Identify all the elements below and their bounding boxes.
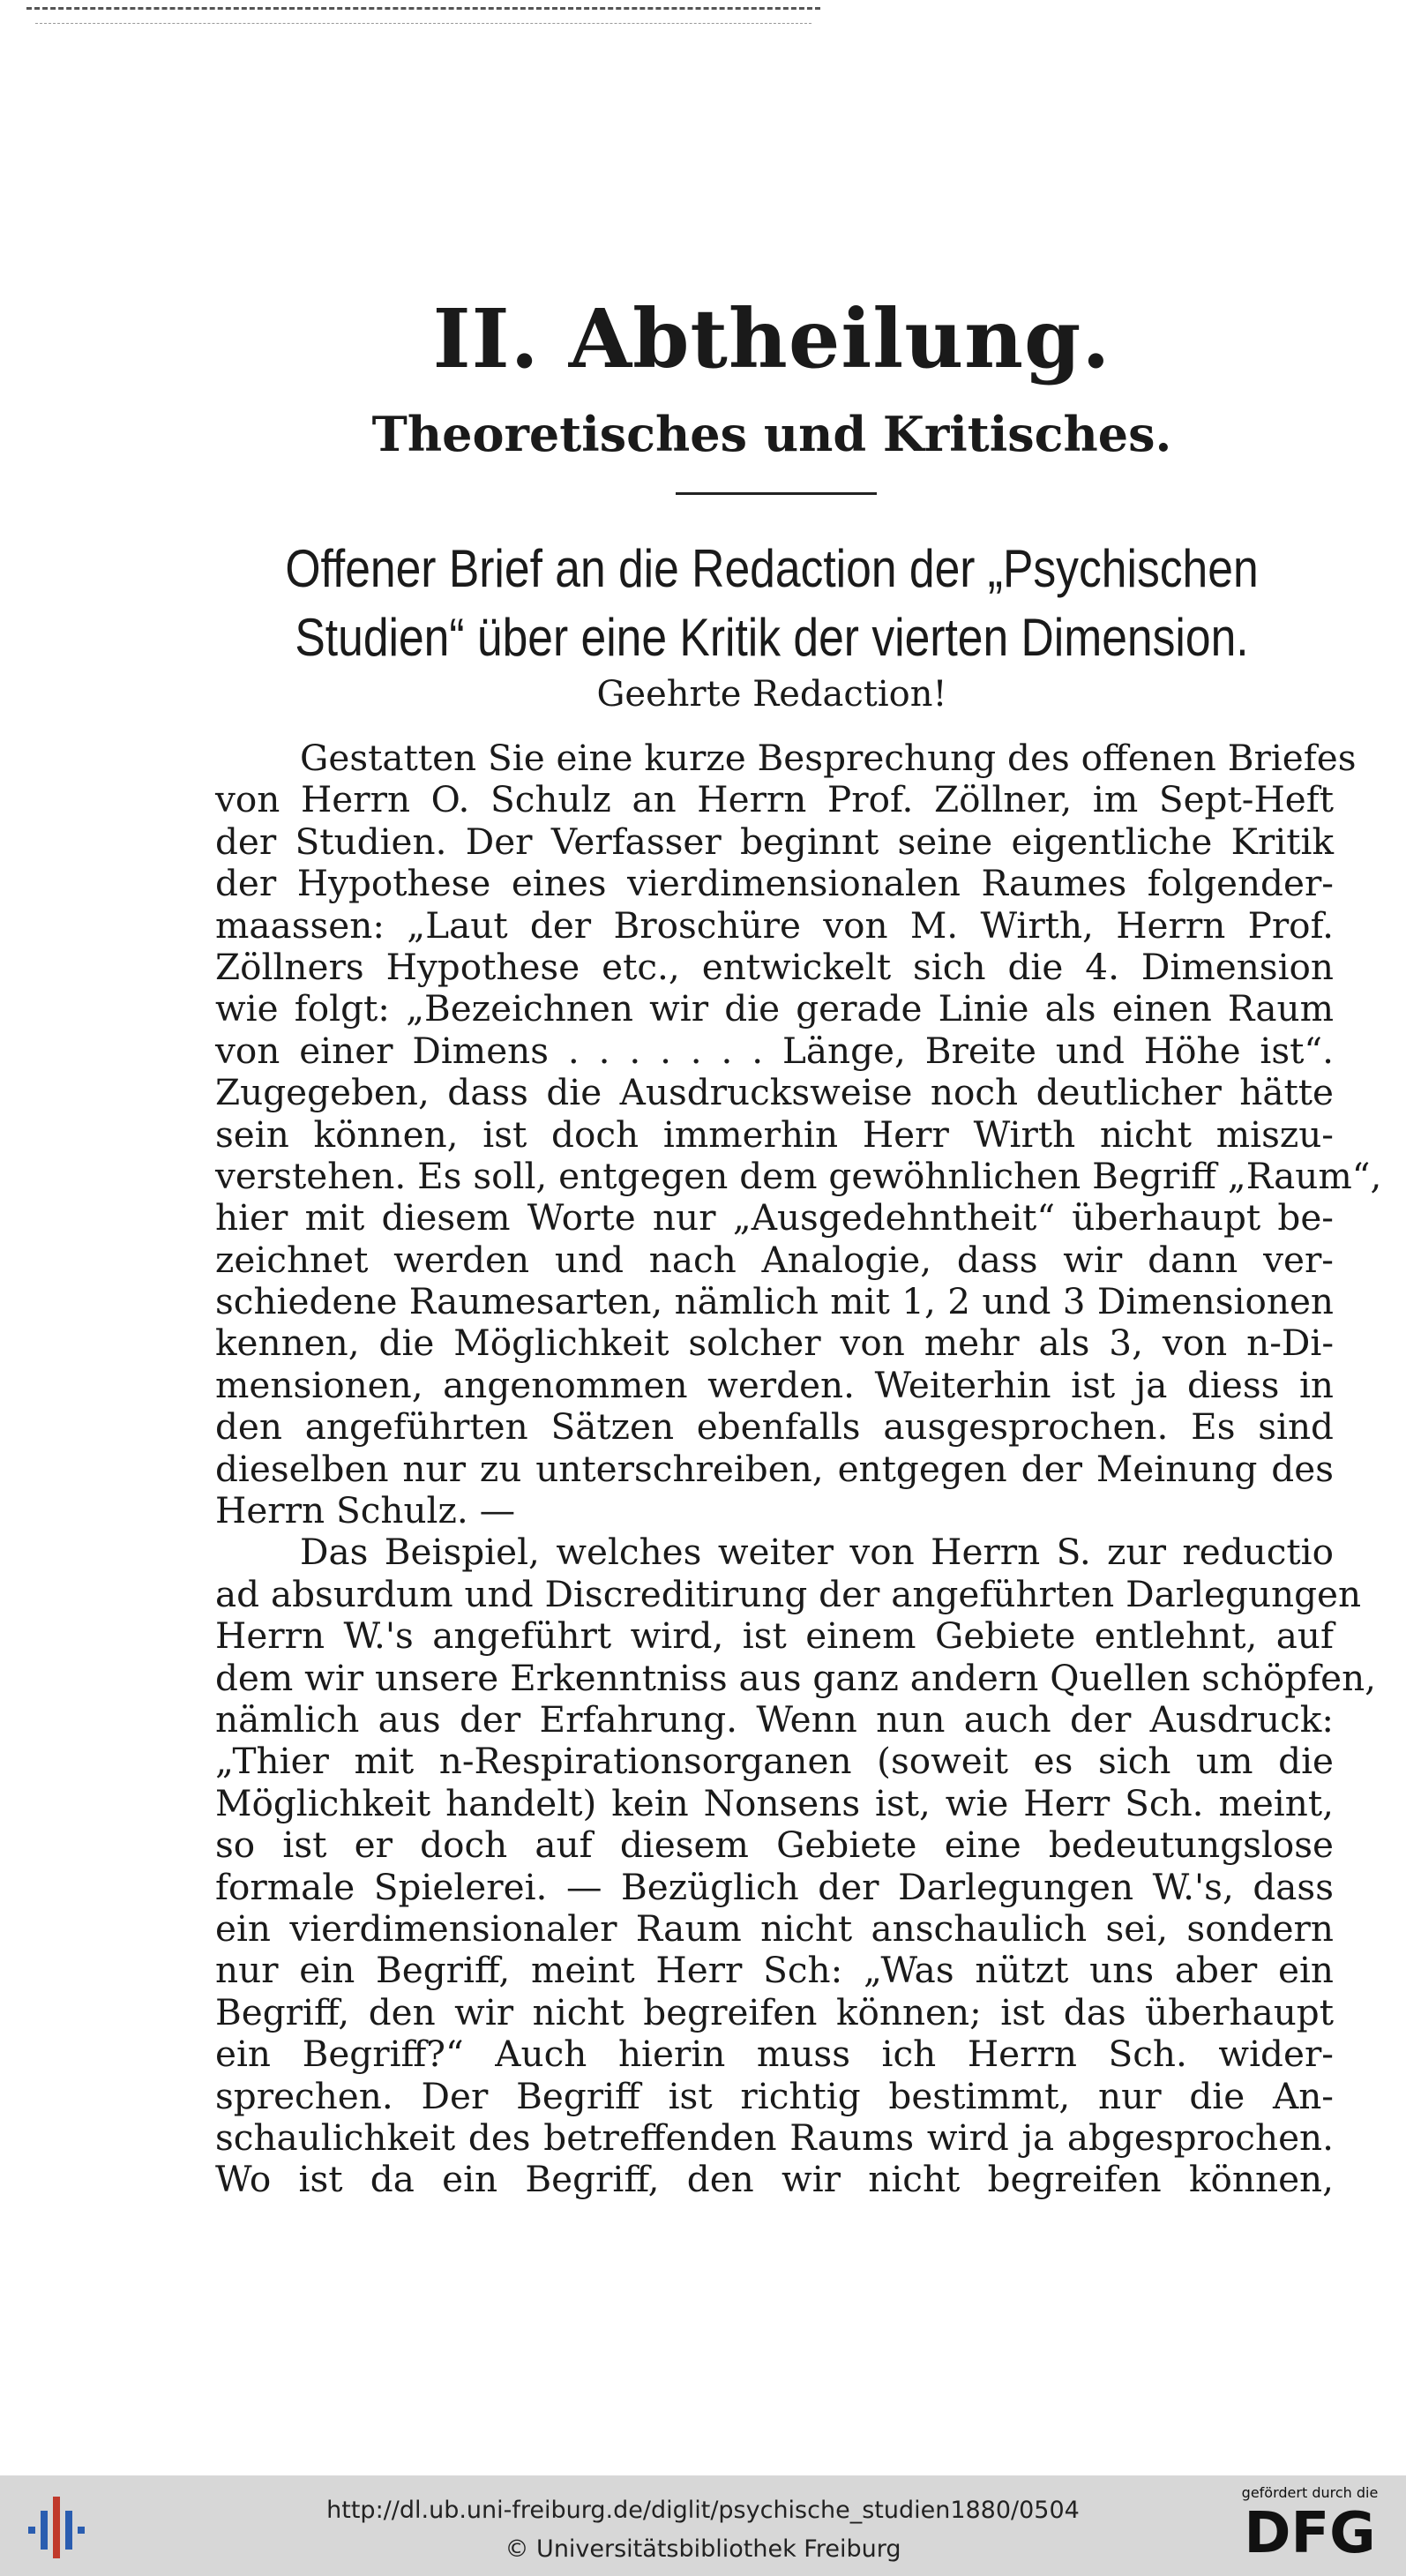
footer-url-link[interactable]: http://dl.ub.uni-freiburg.de/diglit/psychische_studien1880/0504 [326, 2497, 1080, 2524]
salutation: Geehrte Redaction! [596, 674, 947, 715]
body-line: nämlich aus der Erfahrung. Wenn nun auch der Ausdruck: [215, 1697, 1334, 1741]
top-scan-rule-thin [35, 23, 811, 24]
body-line: dem wir unsere Erkenntniss aus ganz andern Quellen schöpfen, [215, 1656, 1377, 1699]
letter-title-line-2: Studien“ über eine Kritik der vierten Dimension. [295, 608, 1249, 667]
body-line: ein Begriff?“ Auch hierin muss ich Herrn Sch. wider- [215, 2033, 1334, 2076]
letter-title-line-1: Offener Brief an die Redaction der „Psychischen [285, 539, 1259, 598]
body-line: von Herrn O. Schulz an Herrn Prof. Zöllner, im Sept-Heft [215, 778, 1334, 821]
body-line: schiedene Raumesarten, nämlich mit 1, 2 und 3 Dimensionen [215, 1280, 1334, 1323]
body-line: Zöllners Hypothese etc., entwickelt sich die 4. Dimension [215, 945, 1334, 988]
body-line: Zugegeben, dass die Ausdrucksweise noch deutlicher hätte [215, 1071, 1334, 1114]
top-scan-rule [26, 7, 820, 10]
body-line: ein vierdimensionaler Raum nicht anschaulich sei, sondern [215, 1906, 1334, 1950]
body-line: maassen: „Laut der Broschüre von M. Wirth, Herrn Prof. [215, 903, 1334, 947]
body-line: hier mit diesem Worte nur „Ausgedehntheit“ überhaupt be- [215, 1196, 1334, 1239]
body-line: sprechen. Der Begriff ist richtig bestimmt, nur die An- [215, 2074, 1334, 2117]
body-line: Das Beispiel, welches weiter von Herrn S. zur reductio [300, 1531, 1334, 1574]
dfg-logo: DFG [1244, 2501, 1376, 2566]
section-title: II. Abtheilung. [432, 291, 1111, 386]
body-line: von einer Dimens . . . . . . . Länge, Breite und Höhe ist“. [215, 1029, 1334, 1072]
body-line: Wo ist da ein Begriff, den wir nicht begreifen können, [215, 2158, 1334, 2201]
body-line: verstehen. Es soll, entgegen dem gewöhnlichen Begriff „Raum“, [215, 1154, 1382, 1197]
footer-copyright: © Universitätsbibliothek Freiburg [505, 2535, 901, 2563]
funding-note: gefördert durch die [1241, 2484, 1379, 2501]
footer-bar [0, 2475, 1406, 2576]
body-line: Möglichkeit handelt) kein Nonsens ist, wie Herr Sch. meint, [215, 1781, 1334, 1824]
body-line: den angeführten Sätzen ebenfalls ausgesprochen. Es sind [215, 1405, 1334, 1449]
body-line: mensionen, angenommen werden. Weiterhin ist ja diess in [215, 1363, 1334, 1406]
body-line: dieselben nur zu unterschreiben, entgegen der Meinung des [215, 1447, 1334, 1490]
body-line: „Thier mit n-Respirationsorganen (soweit es sich um die [215, 1740, 1334, 1783]
body-line: formale Spielerei. — Bezüglich der Darlegungen W.'s, dass [215, 1865, 1334, 1908]
section-subtitle: Theoretisches und Kritisches. [371, 406, 1172, 462]
body-line: so ist er doch auf diesem Gebiete eine bedeutungslose [215, 1823, 1334, 1867]
letter-body [215, 737, 1382, 2201]
body-line: zeichnet werden und nach Analogie, dass wir dann ver- [215, 1238, 1334, 1281]
body-line: sein können, ist doch immerhin Herr Wirth nicht miszu- [215, 1112, 1334, 1156]
body-line: Begriff, den wir nicht begreifen können; ist das überhaupt [215, 1990, 1334, 2033]
body-line: schaulichkeit des betreffenden Raums wird ja abgesprochen. [215, 2115, 1334, 2159]
body-line: wie folgt: „Bezeichnen wir die gerade Linie als einen Raum [215, 987, 1334, 1030]
body-line: der Studien. Der Verfasser beginnt seine eigentliche Kritik [215, 820, 1334, 863]
body-line: Gestatten Sie eine kurze Besprechung des offenen Briefes [300, 737, 1357, 779]
body-line: der Hypothese eines vierdimensionalen Raumes folgender- [215, 862, 1334, 905]
body-line: Herrn Schulz. — [215, 1489, 516, 1532]
body-line: Herrn W.'s angeführt wird, ist einem Gebiete entlehnt, auf [215, 1614, 1334, 1658]
title-divider [676, 492, 877, 495]
body-line: kennen, die Möglichkeit solcher von mehr als 3, von n-Di- [215, 1322, 1334, 1365]
body-line: nur ein Begriff, meint Herr Sch: „Was nützt uns aber ein [215, 1949, 1334, 1992]
body-line: ad absurdum und Discreditirung der angeführten Darlegungen [215, 1572, 1362, 1615]
letter-title [260, 535, 1284, 672]
